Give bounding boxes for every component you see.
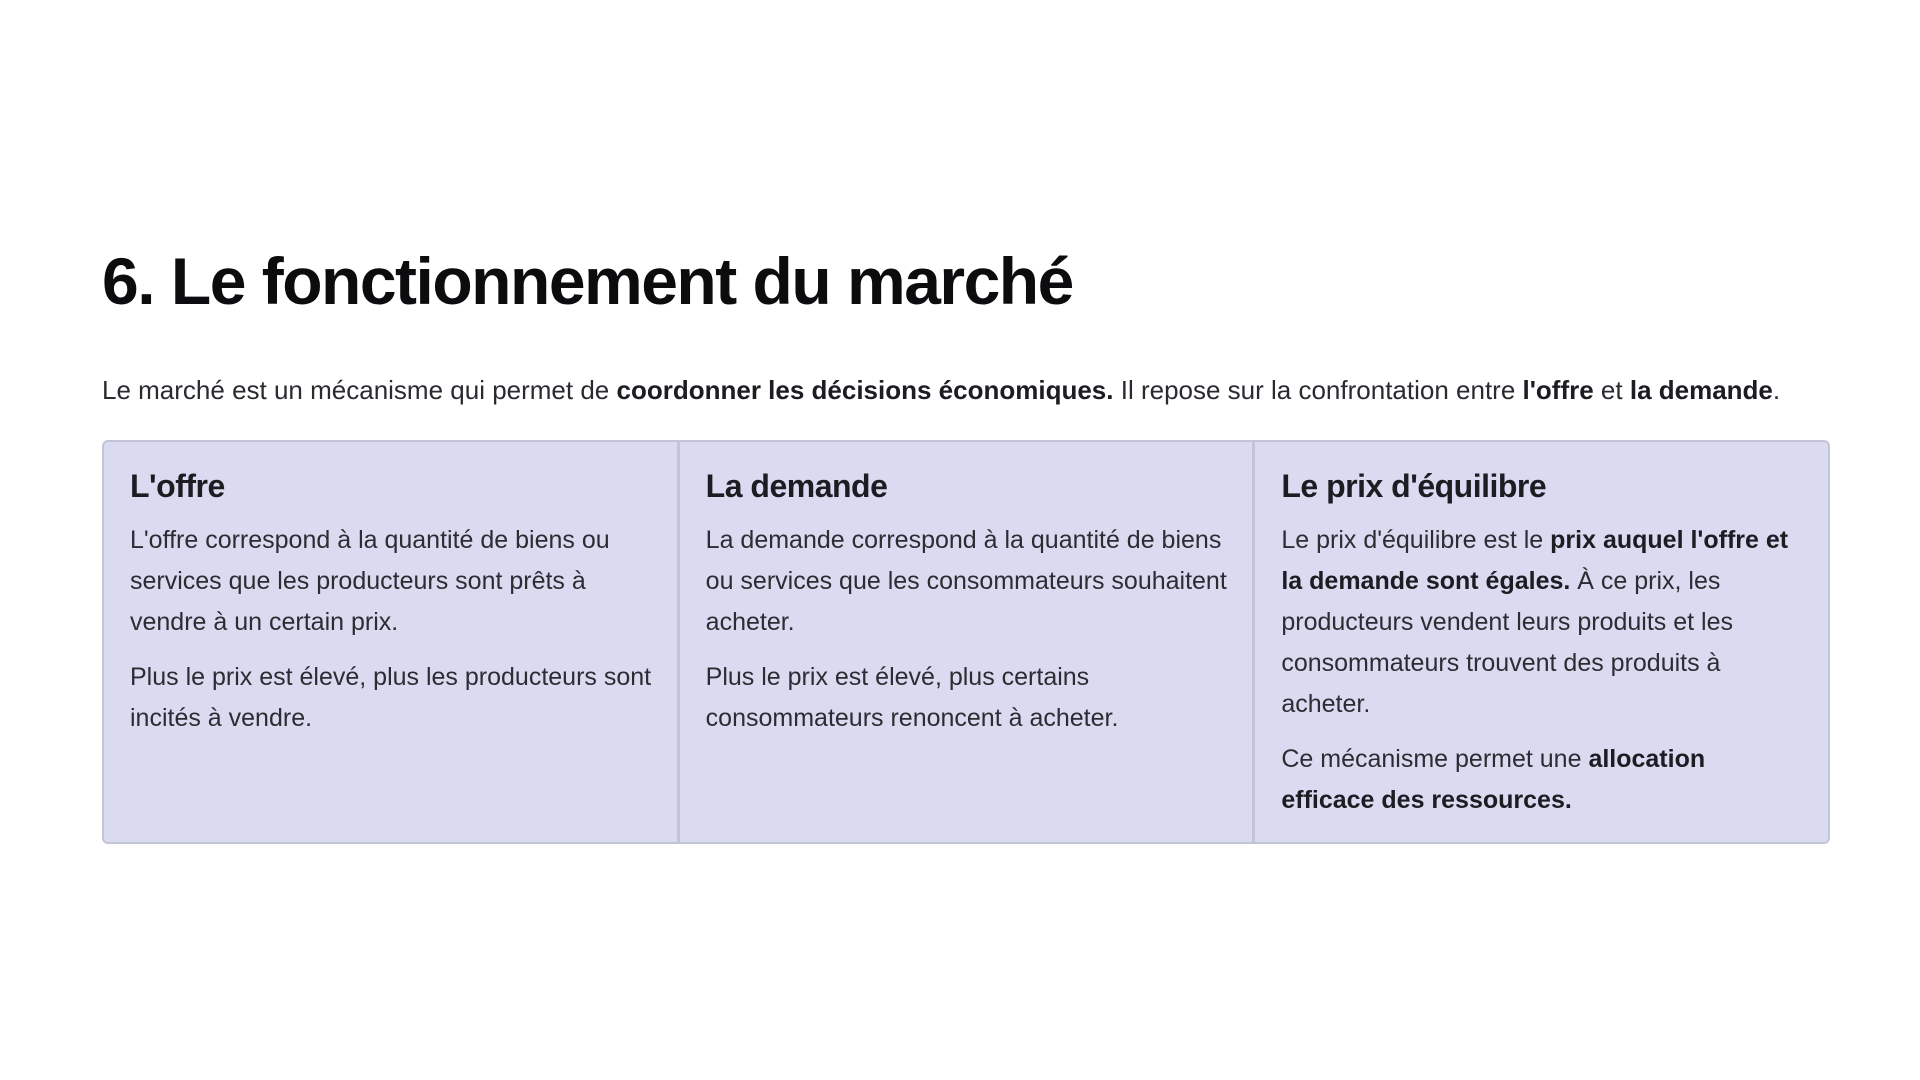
card-text: À ce prix, les producteurs vendent leurs produits et les consommateurs trouvent des produits à acheter. (1281, 567, 1733, 718)
concept-cards (102, 440, 1830, 844)
card-title: L'offre (130, 468, 225, 504)
card-bold-text: allocation efficace des ressources. (1281, 745, 1706, 814)
card-title: Le prix d'équilibre (1281, 468, 1547, 504)
intro-paragraph (102, 372, 1830, 408)
intro-text-2: Il repose sur la confrontation entre (1113, 375, 1523, 405)
intro-text-4: . (1772, 375, 1781, 405)
card-paragraph-1 (1281, 520, 1804, 725)
intro-text-3: et (1593, 375, 1630, 405)
card-paragraph-2: Plus le prix est élevé, plus les producteurs sont incités à vendre. (130, 663, 652, 732)
slide (102, 238, 1830, 814)
card-offre (104, 442, 677, 842)
card-title: La demande (705, 468, 888, 504)
card-paragraph-1: L'offre correspond à la quantité de biens ou services que les producteurs sont prêts à vendre à un certain prix. (130, 526, 610, 636)
intro-bold-1: coordonner les décisions économiques. (616, 375, 1114, 405)
page-title: 6. Le fonctionnement du marché (102, 244, 1073, 318)
intro-bold-3: la demande (1629, 375, 1773, 405)
card-demande (677, 442, 1253, 842)
card-bold-text: prix auquel l'offre et la demande sont égales. (1281, 526, 1789, 595)
card-text: Le prix d'équilibre est le (1281, 526, 1551, 554)
card-paragraph-2 (1281, 739, 1804, 821)
intro-text-1: Le marché est un mécanisme qui permet de (102, 375, 617, 405)
card-paragraph-1: La demande correspond à la quantité de biens ou services que les consommateurs souhaitent acheter. (705, 526, 1227, 636)
card-prix-equilibre (1252, 442, 1828, 842)
intro-bold-2: l'offre (1522, 375, 1594, 405)
card-text: Ce mécanisme permet une (1281, 745, 1589, 773)
card-paragraph-2: Plus le prix est élevé, plus certains consommateurs renoncent à acheter. (705, 663, 1119, 732)
